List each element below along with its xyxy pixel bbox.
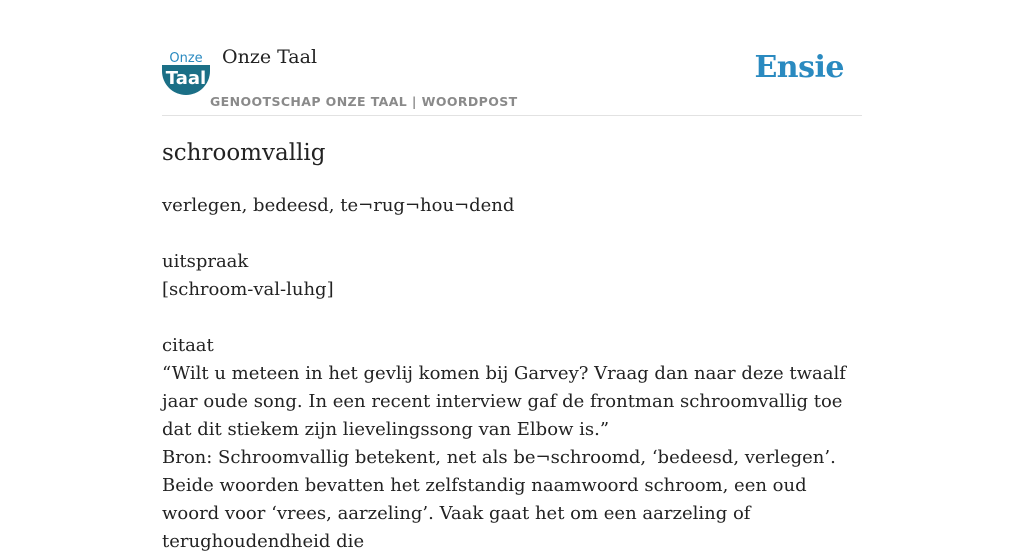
entry-title: schroomvallig [162,140,326,166]
spacer [162,304,862,332]
spacer [162,220,862,248]
pronunciation-label: uitspraak [162,251,249,272]
ensie-logo[interactable]: Ensie [754,50,844,85]
logo-top-text: Onze [169,51,203,66]
quote-text: “Wilt u meteen in het gevlij komen bij Garvey? Vraag dan naar deze twaalf jaar oude song. In een recent interview gaf de frontman schroomvallig toe dat dit stiekem zijn lievelingssong van Elbow is.” [162,363,846,440]
pronunciation-value: [schroom-val-luhg] [162,279,334,300]
source-text: Bron: Schroomvallig betekent, net als be¬schroomd, ‘bedeesd, verlegen’. Beide woorden bevatten het zelfstandig naamwoord schroom, een oud woord voor ‘vrees, aarzeling’. Vaak gaat het om een aarzeling of terughoudendheid die [162,447,836,552]
page [162,0,862,552]
brand-name[interactable]: Onze Taal [222,46,318,68]
entry-definition: verlegen, bedeesd, te¬rug¬hou¬dend [162,195,515,216]
brand-subtitle: GENOOTSCHAP ONZE TAAL | WOORDPOST [210,94,518,109]
onze-taal-logo[interactable] [162,47,210,95]
site-header [162,0,862,116]
entry-content [162,192,862,556]
logo-bottom-text: Taal [165,68,207,89]
quote-label: citaat [162,335,214,356]
